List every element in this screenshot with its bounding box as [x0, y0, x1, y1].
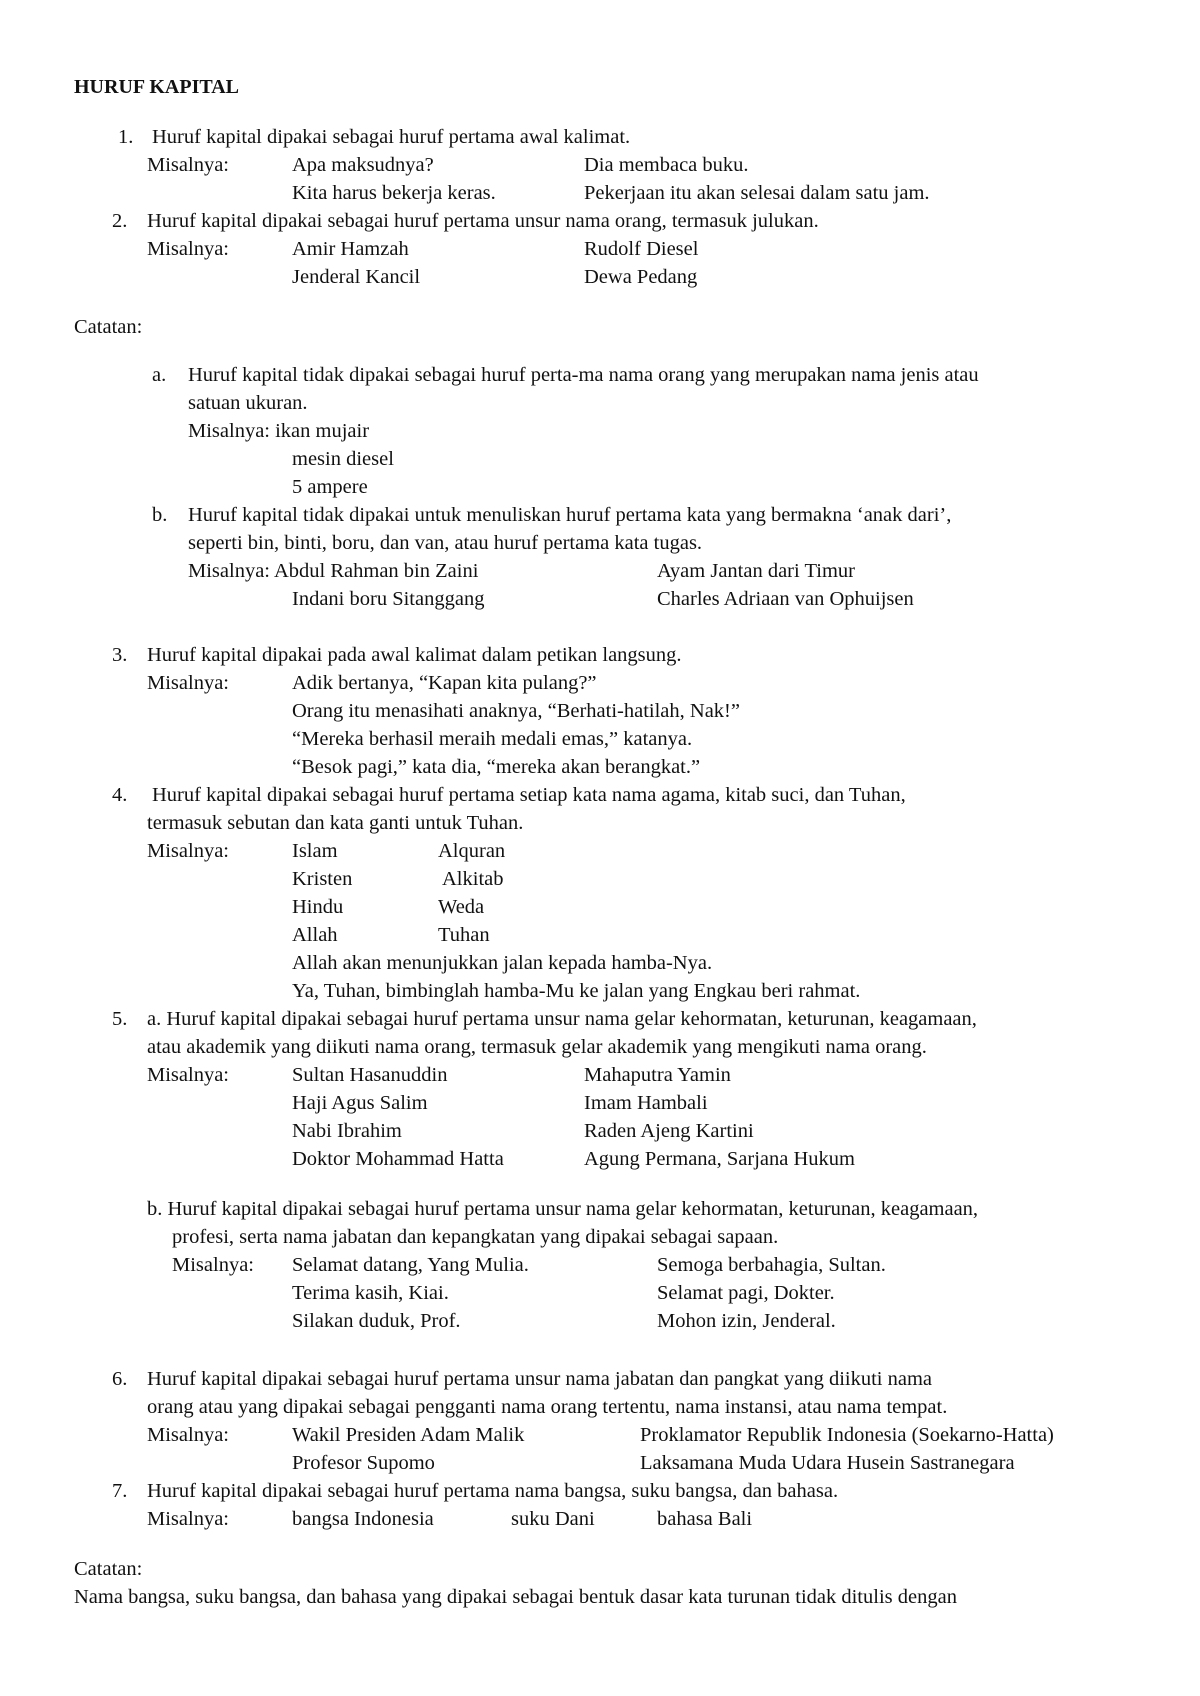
- text-line: Terima kasih, Kiai.: [292, 1282, 449, 1304]
- text-line: Dia membaca buku.: [584, 154, 749, 176]
- text-line: Huruf kapital dipakai sebagai huruf pertama awal kalimat.: [152, 126, 631, 148]
- text-line: a.: [152, 364, 167, 386]
- text-line: Misalnya:: [147, 1508, 229, 1530]
- text-line: suku Dani: [511, 1508, 595, 1530]
- text-line: termasuk sebutan dan kata ganti untuk Tuhan.: [147, 812, 524, 834]
- text-line: Nama bangsa, suku bangsa, dan bahasa yang dipakai sebagai bentuk dasar kata turunan tidak ditulis dengan: [74, 1586, 957, 1608]
- text-line: Semoga berbahagia, Sultan.: [657, 1254, 886, 1276]
- text-line: Huruf kapital dipakai pada awal kalimat dalam petikan langsung.: [147, 644, 682, 666]
- text-line: Alquran: [438, 840, 506, 862]
- text-line: Sultan Hasanuddin: [292, 1064, 448, 1086]
- text-line: Mahaputra Yamin: [584, 1064, 731, 1086]
- text-line: Huruf kapital dipakai sebagai huruf pertama unsur nama orang, termasuk julukan.: [147, 210, 819, 232]
- text-line: mesin diesel: [292, 448, 394, 470]
- text-line: Orang itu menasihati anaknya, “Berhati-hatilah, Nak!”: [292, 700, 740, 722]
- text-line: Misalnya: ikan mujair: [188, 420, 370, 442]
- text-line: 2.: [112, 210, 128, 232]
- text-line: Selamat datang, Yang Mulia.: [292, 1254, 529, 1276]
- text-line: Kristen: [292, 868, 353, 890]
- text-line: Allah akan menunjukkan jalan kepada hamba-Nya.: [292, 952, 713, 974]
- text-line: Allah: [292, 924, 338, 946]
- text-line: Kita harus bekerja keras.: [292, 182, 496, 204]
- text-line: Wakil Presiden Adam Malik: [292, 1424, 525, 1446]
- text-line: Apa maksudnya?: [292, 154, 434, 176]
- text-line: 6.: [112, 1368, 128, 1390]
- text-line: Selamat pagi, Dokter.: [657, 1282, 835, 1304]
- text-line: 3.: [112, 644, 128, 666]
- text-line: Alkitab: [442, 868, 504, 890]
- text-line: Amir Hamzah: [292, 238, 409, 260]
- text-line: bangsa Indonesia: [292, 1508, 434, 1530]
- text-line: Laksamana Muda Udara Husein Sastranegara: [640, 1452, 1015, 1474]
- text-line: b.: [152, 504, 168, 526]
- text-line: Hindu: [292, 896, 344, 918]
- text-line: b. Huruf kapital dipakai sebagai huruf pertama unsur nama gelar kehormatan, keturunan, keagamaan,: [147, 1198, 979, 1220]
- text-line: Huruf kapital dipakai sebagai huruf pertama setiap kata nama agama, kitab suci, dan Tuhan,: [152, 784, 906, 806]
- text-line: Ya, Tuhan, bimbinglah hamba-Mu ke jalan yang Engkau beri rahmat.: [292, 980, 861, 1002]
- text-line: Misalnya: Abdul Rahman bin Zaini: [188, 560, 479, 582]
- text-line: Misalnya:: [147, 1064, 229, 1086]
- text-line: atau akademik yang diikuti nama orang, termasuk gelar akademik yang mengikuti nama orang.: [147, 1036, 927, 1058]
- text-line: Misalnya:: [147, 238, 229, 260]
- text-line: Catatan:: [74, 1558, 143, 1580]
- text-line: Huruf kapital dipakai sebagai huruf pertama unsur nama jabatan dan pangkat yang diikuti nama: [147, 1368, 932, 1390]
- text-line: seperti bin, binti, boru, dan van, atau huruf pertama kata tugas.: [188, 532, 703, 554]
- text-line: Imam Hambali: [584, 1092, 708, 1114]
- text-line: Misalnya:: [147, 840, 229, 862]
- text-line: Nabi Ibrahim: [292, 1120, 402, 1142]
- text-line: Misalnya:: [147, 672, 229, 694]
- text-line: Rudolf Diesel: [584, 238, 699, 260]
- text-line: Pekerjaan itu akan selesai dalam satu jam.: [584, 182, 930, 204]
- text-line: Dewa Pedang: [584, 266, 698, 288]
- text-line: Misalnya:: [147, 154, 229, 176]
- text-line: Islam: [292, 840, 338, 862]
- text-line: Proklamator Republik Indonesia (Soekarno-Hatta): [640, 1424, 1054, 1446]
- text-line: Adik bertanya, “Kapan kita pulang?”: [292, 672, 597, 694]
- text-line: Misalnya:: [172, 1254, 254, 1276]
- text-line: Huruf kapital tidak dipakai untuk menuliskan huruf pertama kata yang bermakna ‘anak dari’,: [188, 504, 952, 526]
- text-line: Mohon izin, Jenderal.: [657, 1310, 836, 1332]
- text-line: Huruf kapital tidak dipakai sebagai huruf perta-ma nama orang yang merupakan nama jenis atau: [188, 364, 979, 386]
- text-line: Catatan:: [74, 316, 143, 338]
- text-line: 5.: [112, 1008, 128, 1030]
- text-line: Ayam Jantan dari Timur: [657, 560, 855, 582]
- text-line: Misalnya:: [147, 1424, 229, 1446]
- text-line: orang atau yang dipakai sebagai pengganti nama orang tertentu, nama instansi, atau nama tempat.: [147, 1396, 948, 1418]
- text-line: a. Huruf kapital dipakai sebagai huruf pertama unsur nama gelar kehormatan, keturunan, keagamaan,: [147, 1008, 977, 1030]
- text-line: 5 ampere: [292, 476, 368, 498]
- text-line: Haji Agus Salim: [292, 1092, 428, 1114]
- text-line: Agung Permana, Sarjana Hukum: [584, 1148, 855, 1170]
- text-line: Doktor Mohammad Hatta: [292, 1148, 504, 1170]
- text-line: Charles Adriaan van Ophuijsen: [657, 588, 914, 610]
- text-line: 7.: [112, 1480, 128, 1502]
- text-line: satuan ukuran.: [188, 392, 308, 414]
- text-line: “Mereka berhasil meraih medali emas,” katanya.: [292, 728, 693, 750]
- text-line: “Besok pagi,” kata dia, “mereka akan berangkat.”: [292, 756, 701, 778]
- text-line: Profesor Supomo: [292, 1452, 435, 1474]
- text-line: bahasa Bali: [657, 1508, 753, 1530]
- text-line: Tuhan: [438, 924, 490, 946]
- text-line: Silakan duduk, Prof.: [292, 1310, 461, 1332]
- text-line: Indani boru Sitanggang: [292, 588, 485, 610]
- text-line: 4.: [112, 784, 128, 806]
- text-line: 1.: [118, 126, 134, 148]
- text-line: Jenderal Kancil: [292, 266, 421, 288]
- text-line: Weda: [438, 896, 485, 918]
- text-line: Raden Ajeng Kartini: [584, 1120, 754, 1142]
- text-line: Huruf kapital dipakai sebagai huruf pertama nama bangsa, suku bangsa, dan bahasa.: [147, 1480, 839, 1502]
- text-line: profesi, serta nama jabatan dan kepangkatan yang dipakai sebagai sapaan.: [172, 1226, 779, 1248]
- document-title: HURUF KAPITAL: [74, 76, 239, 98]
